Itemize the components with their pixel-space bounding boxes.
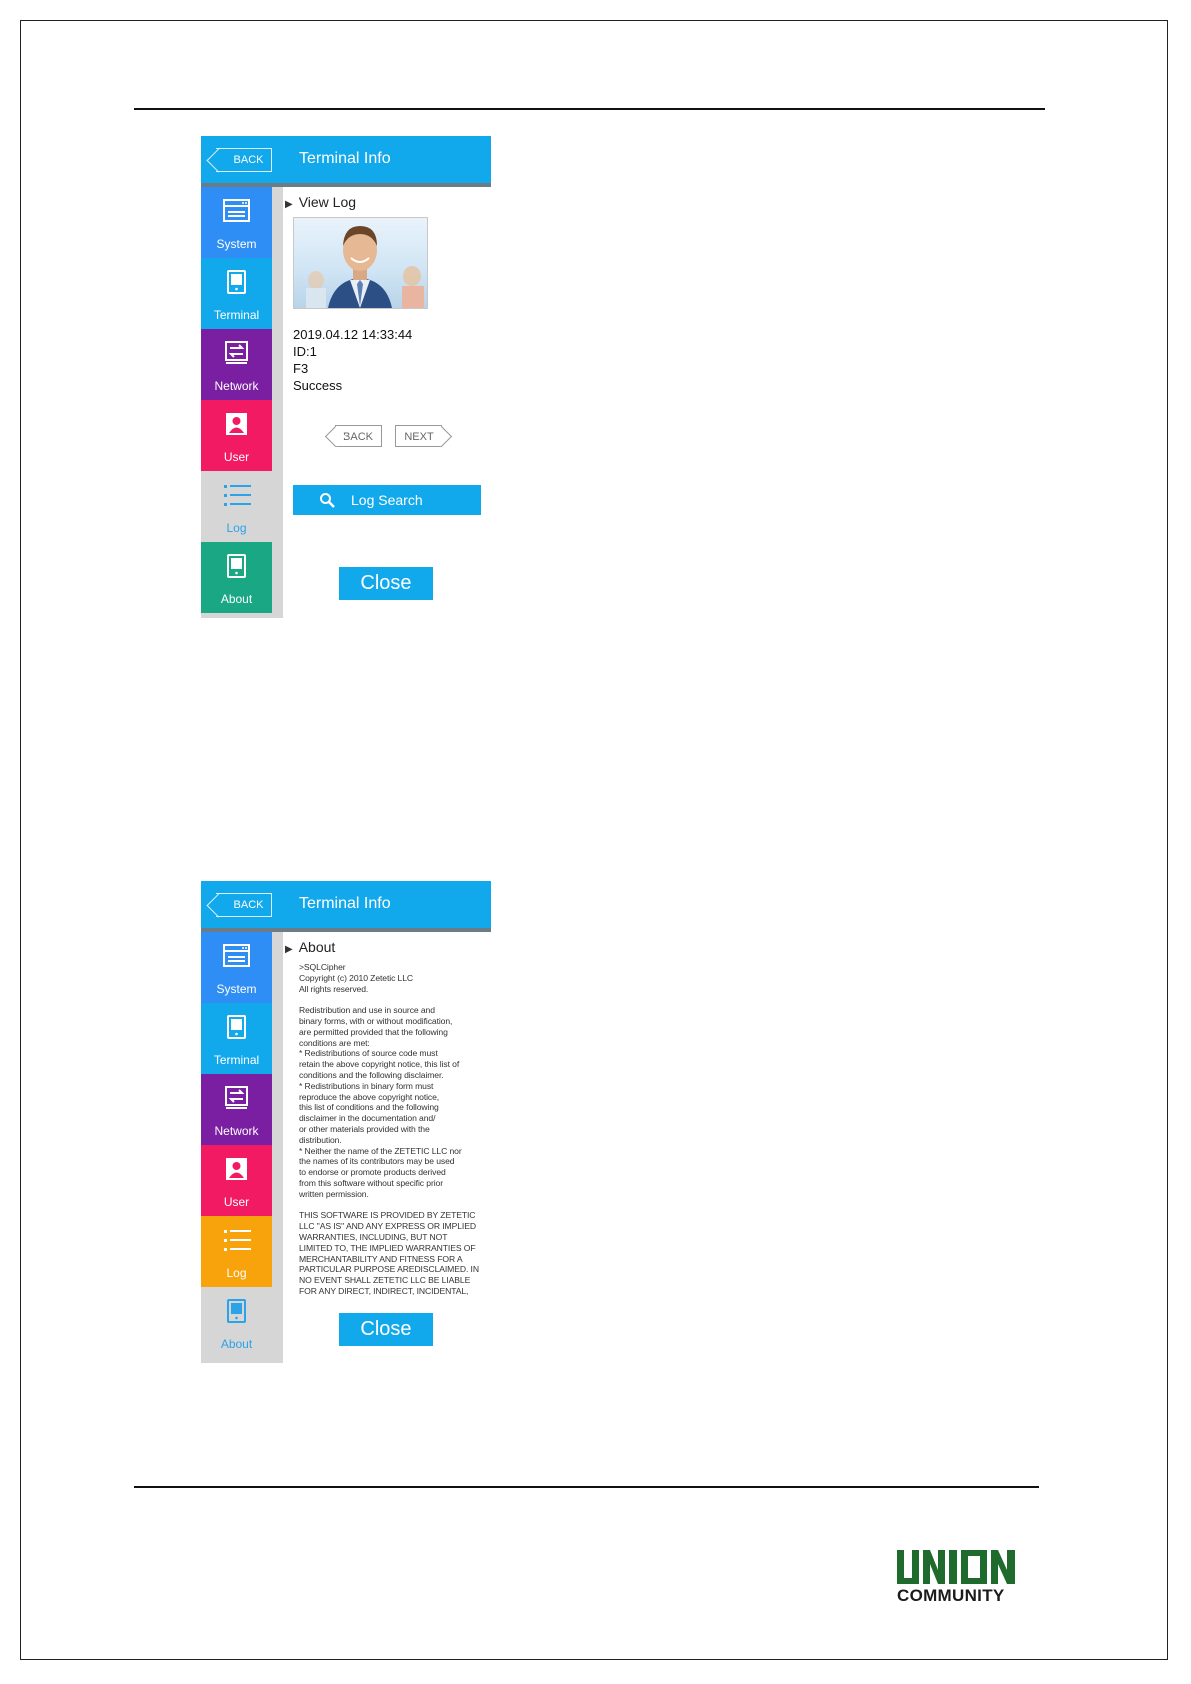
title-bar: [201, 136, 491, 187]
sidebar-item-network[interactable]: [201, 1074, 272, 1145]
sidebar-item-label: Network: [214, 379, 259, 393]
user-icon: [223, 1157, 250, 1182]
section-heading-label: About: [298, 939, 336, 955]
screenshot-about: [201, 881, 491, 1363]
sidebar-item-label: Terminal: [213, 308, 260, 322]
sidebar-item-about[interactable]: [201, 542, 272, 613]
sidebar-item-network[interactable]: [201, 329, 272, 400]
section-heading-label: View Log: [298, 194, 357, 210]
terminal-icon: [223, 1299, 250, 1324]
content-panel: [283, 187, 491, 618]
sidebar-item-label: Terminal: [213, 1053, 260, 1067]
screen-title: Terminal Info: [299, 150, 391, 167]
system-icon: [223, 944, 250, 967]
sidebar-item-label: Network: [214, 1124, 259, 1138]
triangle-right-icon: ▶: [285, 199, 293, 210]
page-border: [20, 20, 1168, 1660]
title-bar: [201, 881, 491, 932]
user-icon: [223, 412, 250, 437]
sidebar-item-log[interactable]: [201, 471, 272, 542]
sidebar: [201, 187, 283, 618]
logo-subtext: COMMUNITY: [897, 1586, 1005, 1605]
footer-rule: [134, 1486, 1039, 1488]
search-icon: [319, 492, 335, 508]
sidebar-item-label: About: [220, 592, 253, 606]
triangle-right-icon: ▶: [285, 944, 293, 955]
sidebar-item-label: System: [216, 982, 257, 996]
license-text: >SQLCipher Copyright (c) 2010 Zetetic LLC All rights reserved. Redistribution and use in source and binary forms, with or without modification, are permitted provided that the following conditions are met: * Redistributions of source code must retain the above copyright notice, this list of conditions and the following disclaimer. * Redistributions in binary form must reproduce the above copyright notice, this list of conditions and the following disclaimer in the documentation and/ or other materials provided with the distribution. * Neither the name of the ZETETIC LLC nor the names of its contributors may be used to endorse or promote products derived from this software without specific prior written permission. THIS SOFTWARE IS PROVIDED BY ZETETIC LLC "AS IS" AND ANY EXPRESS OR IMPLIED WARRANTIES, INCLUDING, BUT NOT LIMITED TO, THE IMPLIED WARRANTIES OF MERCHANTABILITY AND FITNESS FOR A PARTICULAR PURPOSE AREDISCLAIMED. IN NO EVENT SHALL ZETETIC LLC BE LIABLE FOR ANY DIRECT, INDIRECT, INCIDENTAL,: [299, 962, 479, 1296]
screen-title: Terminal Info: [299, 895, 391, 912]
sidebar-item-label: About: [220, 1337, 253, 1351]
back-button[interactable]: [216, 893, 272, 917]
chevron-left-icon: [206, 893, 230, 917]
network-icon: [223, 341, 250, 366]
section-heading: [285, 939, 335, 955]
back-button-label: BACK: [233, 154, 264, 166]
next-log-button[interactable]: NEXT: [395, 425, 442, 447]
close-button[interactable]: Close: [339, 1313, 433, 1346]
sidebar: [201, 932, 283, 1363]
sidebar-item-system[interactable]: [201, 187, 272, 258]
sidebar-item-user[interactable]: [201, 400, 272, 471]
portrait-image: [294, 218, 427, 308]
log-search-button[interactable]: [293, 485, 481, 515]
terminal-icon: [223, 1015, 250, 1040]
sidebar-item-label: User: [223, 1195, 250, 1209]
back-button[interactable]: [216, 148, 272, 172]
log-key: F3: [293, 361, 309, 376]
system-icon: [223, 199, 250, 222]
sidebar-item-label: Log: [226, 521, 247, 535]
sidebar-item-system[interactable]: [201, 932, 272, 1003]
log-id: ID:1: [293, 344, 317, 359]
sidebar-item-terminal[interactable]: [201, 258, 272, 329]
log-result: Success: [293, 378, 343, 393]
sidebar-item-label: System: [216, 237, 257, 251]
list-icon: [223, 483, 252, 508]
content-panel: [283, 932, 491, 1363]
terminal-icon: [223, 554, 250, 579]
union-wordmark: [897, 1550, 1023, 1588]
list-icon: [223, 1228, 252, 1253]
section-heading: [285, 194, 356, 210]
close-button[interactable]: Close: [339, 567, 433, 600]
screenshot-view-log: [201, 136, 491, 618]
sidebar-item-label: Log: [226, 1266, 247, 1280]
log-details: [293, 326, 412, 394]
log-datetime: 2019.04.12 14:33:44: [293, 327, 413, 342]
user-photo: [293, 217, 428, 309]
sidebar-item-terminal[interactable]: [201, 1003, 272, 1074]
sidebar-item-label: User: [223, 450, 250, 464]
log-search-label: Log Search: [351, 492, 423, 508]
header-rule: [134, 108, 1045, 110]
back-button-label: BACK: [233, 899, 264, 911]
terminal-icon: [223, 270, 250, 295]
company-logo: [897, 1550, 1025, 1610]
sidebar-item-log[interactable]: [201, 1216, 272, 1287]
sidebar-item-about[interactable]: [201, 1287, 272, 1358]
prev-log-button[interactable]: BACK: [335, 425, 382, 447]
sidebar-item-user[interactable]: [201, 1145, 272, 1216]
chevron-left-icon: [206, 148, 230, 172]
network-icon: [223, 1086, 250, 1111]
